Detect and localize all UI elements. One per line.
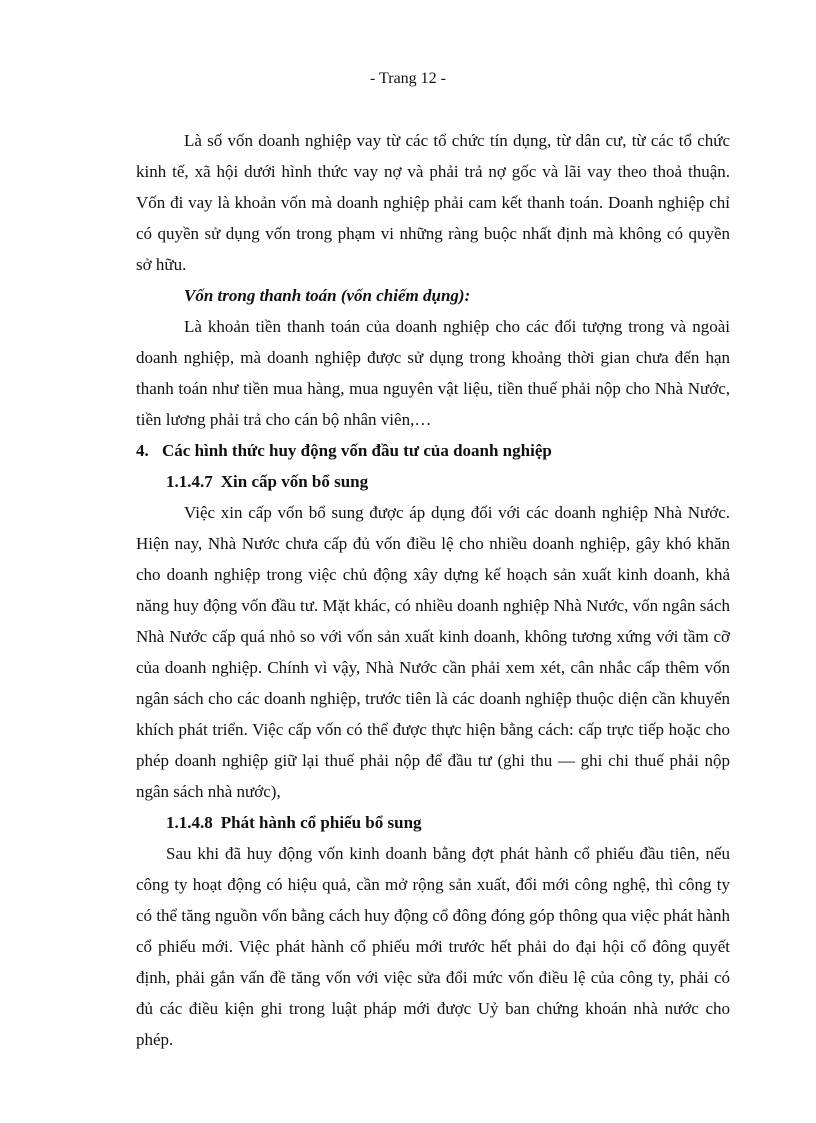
paragraph-supplementary-capital: Việc xin cấp vốn bổ sung được áp dụng đối với các doanh nghiệp Nhà Nước. Hiện nay, Nhà Nước chưa cấp đủ vốn điều lệ cho nhiều doanh nghiệp, gây khó khăn cho doanh nghiệp trong việc chủ động xây dựng kế hoạch sản xuất kinh doanh, khả năng huy động vốn đầu tư. Mặt khác, có nhiều doanh nghiệp Nhà Nước, vốn ngân sách Nhà Nước cấp quá nhỏ so với vốn sản xuất kinh doanh, không tương xứng với tầm cỡ của doanh nghiệp. Chính vì vậy, Nhà Nước cần phải xem xét, cân nhắc cấp thêm vốn ngân sách cho các doanh nghiệp, trước tiên là các doanh nghiệp thuộc diện cần khuyến khích phát triển. Việc cấp vốn có thể được thực hiện bằng cách: cấp trực tiếp hoặc cho phép doanh nghiệp giữ lại thuế phải nộp để đầu tư (ghi thu — ghi chi thuế phải nộp ngân sách nhà nước), — [136, 503, 730, 801]
section-title: Các hình thức huy động vốn đầu tư của doanh nghiệp — [162, 441, 552, 460]
subsection-title: Xin cấp vốn bổ sung — [220, 472, 369, 491]
paragraph-payment-capital: Là khoản tiền thanh toán của doanh nghiệp cho các đối tượng trong và ngoài doanh nghiệp, mà doanh nghiệp được sử dụng trong khoảng thời gian chưa đến hạn thanh toán như tiền mua hàng, mua nguyên vật liệu, tiền thuế phải nộp cho Nhà Nước, tiền lương phải trả cho cán bộ nhân viên,… — [136, 317, 730, 429]
subtitle-payment-capital: Vốn trong thanh toán (vốn chiếm dụng): — [184, 286, 471, 305]
paragraph-share-issuance: Sau khi đã huy động vốn kinh doanh bằng đợt phát hành cổ phiếu đầu tiên, nếu công ty hoạt động có hiệu quả, cần mở rộng sản xuất, đổi mới công nghệ, thì công ty có thể tăng nguồn vốn bằng cách huy động cổ đông đóng góp thông qua việc phát hành cổ phiếu mới. Việc phát hành cổ phiếu mới trước hết phải do đại hội cổ đông quyết định, phải gắn vấn đề tăng vốn với việc sửa đổi mức vốn điều lệ của công ty, phải có đủ các điều kiện ghi trong luật pháp mới được Uỷ ban chứng khoán nhà nước cho phép. — [136, 844, 730, 1049]
section-number: 4. — [136, 441, 149, 460]
subsection-number: 1.1.4.7 — [166, 472, 213, 491]
section-heading-4 — [136, 435, 730, 466]
paragraph-borrowed-capital: Là số vốn doanh nghiệp vay từ các tổ chức tín dụng, từ dân cư, từ các tổ chức kinh tế, xã hội dưới hình thức vay nợ và phải trả nợ gốc và lãi vay theo thoả thuận. Vốn đi vay là khoản vốn mà doanh nghiệp phải cam kết thanh toán. Doanh nghiệp chỉ có quyền sử dụng vốn trong phạm vi những ràng buộc nhất định mà không có quyền sở hữu. — [136, 131, 730, 274]
subsection-title: Phát hành cổ phiếu bổ sung — [220, 813, 422, 832]
subsection-heading-1148 — [136, 807, 730, 838]
subsection-number: 1.1.4.8 — [166, 813, 213, 832]
subsection-heading-1147 — [136, 466, 730, 497]
page-number: - Trang 12 - — [369, 70, 446, 87]
page-content — [136, 125, 730, 1055]
